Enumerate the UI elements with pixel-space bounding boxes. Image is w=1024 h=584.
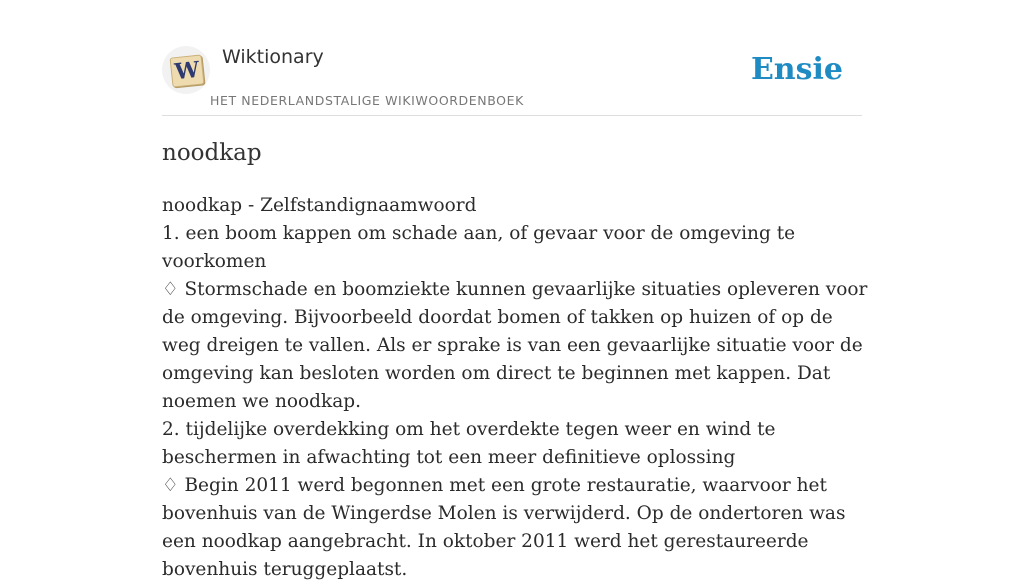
definition-2: 2. tijdelijke overdekking om het overdekte tegen weer en wind te beschermen in afwachting tot een meer definitieve oplossing xyxy=(162,419,776,468)
entry-body xyxy=(162,192,872,584)
entry-title: noodkap xyxy=(162,140,262,166)
ensie-brand-logo[interactable]: Ensie xyxy=(750,52,843,87)
entry-part-of-speech: noodkap - Zelfstandignaamwoord xyxy=(162,195,477,216)
example-1: ♢ Stormschade en boomziekte kunnen gevaarlijke situaties opleveren voor de omgeving. Bijvoorbeeld doordat bomen of takken op huizen of op de weg dreigen te vallen. Als er sprake is van een gevaarlijke situatie voor de omgeving kan besloten worden om direct te beginnen met kappen. Dat noemen we noodkap. xyxy=(162,279,868,412)
entry-card xyxy=(162,0,868,580)
definition-1: 1. een boom kappen om schade aan, of gevaar voor de omgeving te voorkomen xyxy=(162,223,796,272)
wiktionary-logo[interactable] xyxy=(162,46,210,94)
example-2: ♢ Begin 2011 werd begonnen met een grote restauratie, waarvoor het bovenhuis van de Wingerdse Molen is verwijderd. Op de ondertoren was een noodkap aangebracht. In oktober 2011 werd het gerestaureerde bovenhuis teruggeplaatst. xyxy=(162,475,846,580)
logo-letter: W xyxy=(173,56,201,86)
source-site-name[interactable]: Wiktionary xyxy=(222,46,324,68)
source-header xyxy=(162,0,862,116)
wiktionary-logo-icon xyxy=(170,54,205,87)
source-site-subtitle: HET NEDERLANDSTALIGE WIKIWOORDENBOEK xyxy=(210,93,524,108)
